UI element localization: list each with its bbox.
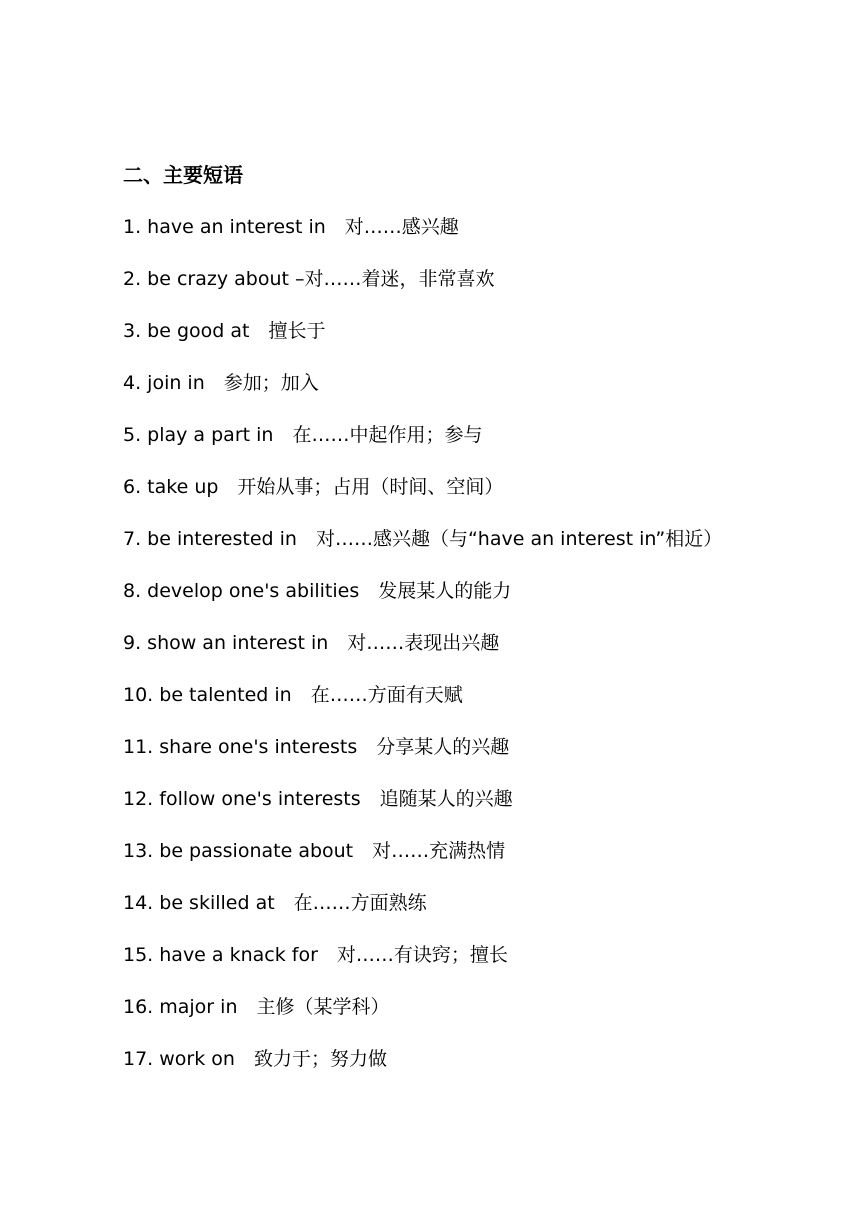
section-heading: 二、主要短语 [123, 163, 243, 187]
phrase-item-4: 4. join in 参加；加入 [123, 372, 319, 394]
phrase-item-2: 2. be crazy about –对……着迷，非常喜欢 [123, 268, 495, 290]
phrase-item-16: 16. major in 主修（某学科） [123, 996, 390, 1018]
phrase-item-14: 14. be skilled at 在……方面熟练 [123, 892, 427, 914]
phrase-item-3: 3. be good at 擅长于 [123, 320, 326, 342]
phrase-item-13: 13. be passionate about 对……充满热情 [123, 840, 506, 862]
phrase-item-17: 17. work on 致力于；努力做 [123, 1048, 387, 1070]
phrase-item-11: 11. share one's interests 分享某人的兴趣 [123, 736, 510, 758]
phrase-item-8: 8. develop one's abilities 发展某人的能力 [123, 580, 512, 602]
phrase-item-9: 9. show an interest in 对……表现出兴趣 [123, 632, 500, 654]
phrase-item-5: 5. play a part in 在……中起作用；参与 [123, 424, 483, 446]
phrase-list [123, 210, 843, 1094]
phrases-section [123, 158, 843, 1094]
phrase-item-6: 6. take up 开始从事；占用（时间、空间） [123, 476, 504, 498]
phrase-item-10: 10. be talented in 在……方面有天赋 [123, 684, 463, 706]
phrase-item-7: 7. be interested in 对……感兴趣（与“have an interest in”相近） [123, 528, 723, 550]
phrase-item-15: 15. have a knack for 对……有诀窍；擅长 [123, 944, 508, 966]
phrase-item-1: 1. have an interest in 对……感兴趣 [123, 216, 459, 238]
phrase-item-12: 12. follow one's interests 追随某人的兴趣 [123, 788, 513, 810]
